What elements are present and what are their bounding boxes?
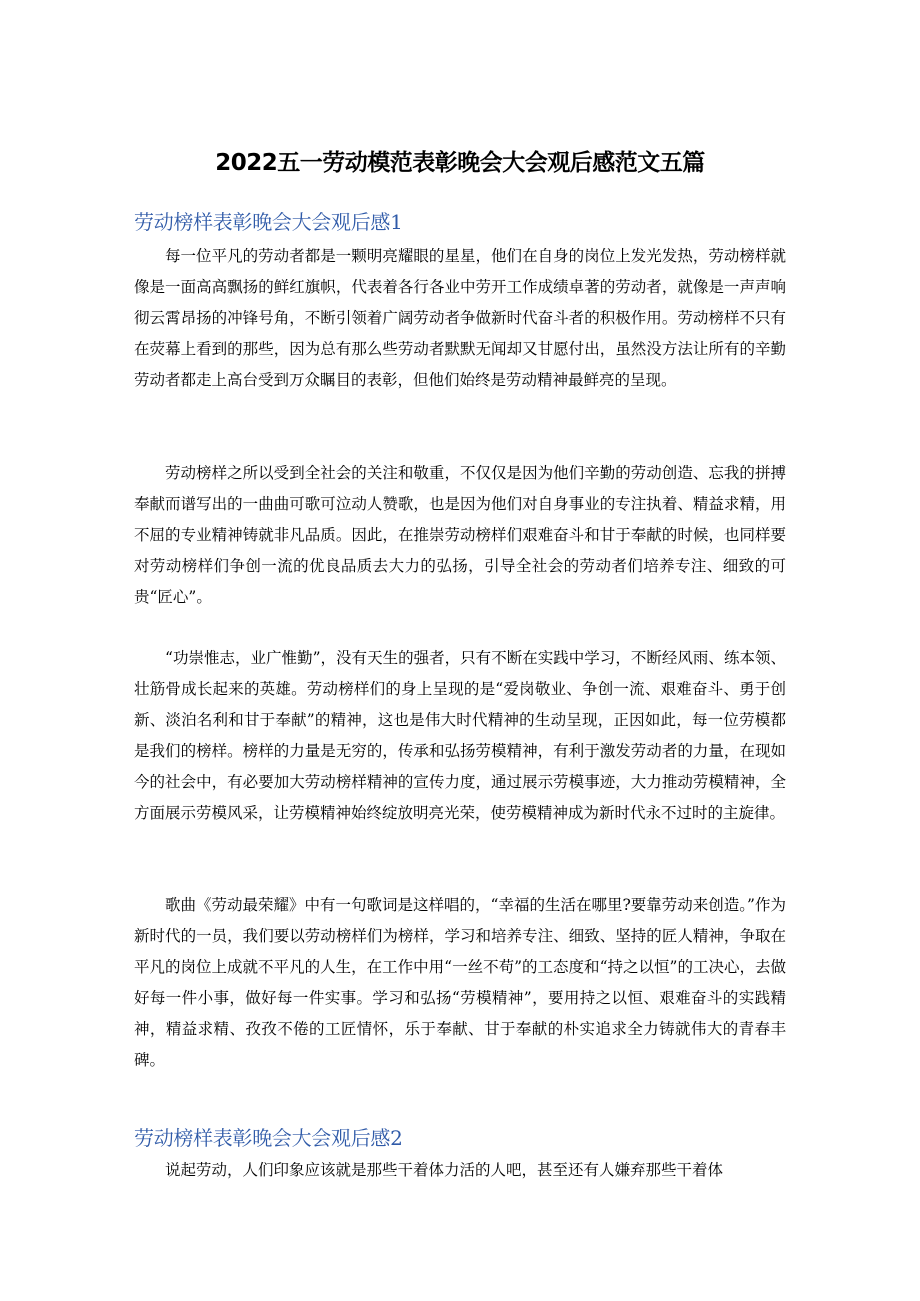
- section-heading-1: 劳动榜样表彰晚会大会观后感1: [134, 210, 403, 234]
- document-title: 2022五一劳动模范表彰晚会大会观后感范文五篇: [215, 150, 705, 176]
- paragraph: “功崇惟志，业广惟勤”，没有天生的强者，只有不断在实践中学习，不断经风雨、练本领、壮筋骨成长起来的英雄。劳动榜样们的身上呈现的是“爱岗敬业、争创一流、艰难奋斗、勇于创新、淡泊名利和甘于奉献”的精神，这也是伟大时代精神的生动呈现，正因如此，每一位劳模都是我们的榜样。榜样的力量是无穷的，传承和弘扬劳模精神，有利于激发劳动者的力量，在现如今的社会中，有必要加大劳动榜样精神的宣传力度，通过展示劳模事迹，大力推动劳模精神，全方面展示劳模风采，让劳模精神始终绽放明亮光荣，使劳模精神成为新时代永不过时的主旋律。: [134, 649, 786, 822]
- paragraph: 说起劳动，人们印象应该就是那些干着体力活的人吧，甚至还有人嫌弃那些干着体: [165, 1161, 724, 1179]
- paragraph: 歌曲《劳动最荣耀》中有一句歌词是这样唱的，“幸福的生活在哪里?要靠劳动来创造。”作为新时代的一员，我们要以劳动榜样们为榜样，学习和培养专注、细致、坚持的匠人精神，争取在平凡的岗位上成就不平凡的人生，在工作中用“一丝不苟”的工态度和“持之以恒”的工决心，去做好每一件小事，做好每一件实事。学习和弘扬“劳模精神”，要用持之以恒、艰难奋斗的实践精神，精益求精、孜孜不倦的工匠情怀，乐于奉献、甘于奉献的朴实追求全力铸就伟大的青春丰碑。: [134, 896, 786, 1069]
- section-heading-2: 劳动榜样表彰晚会大会观后感2: [134, 1126, 403, 1150]
- paragraph: 劳动榜样之所以受到全社会的关注和敬重，不仅仅是因为他们辛勤的劳动创造、忘我的拼搏奉献而谱写出的一曲曲可歌可泣动人赞歌，也是因为他们对自身事业的专注执着、精益求精，用不屈的专业精神铸就非凡品质。因此，在推崇劳动榜样们艰难奋斗和甘于奉献的时候，也同样要对劳动榜样们争创一流的优良品质去大力的弘扬，引导全社会的劳动者们培养专注、细致的可贵“匠心”。: [134, 464, 786, 606]
- paragraph: 每一位平凡的劳动者都是一颗明亮耀眼的星星，他们在自身的岗位上发光发热，劳动榜样就像是一面高高飘扬的鲜红旗帜，代表着各行各业中劳开工作成绩卓著的劳动者，就像是一声声响彻云霄昂扬的冲锋号角，不断引领着广阔劳动者争做新时代奋斗者的积极作用。劳动榜样不只有在荧幕上看到的那些，因为总有那么些劳动者默默无闻却又甘愿付出，虽然没方法让所有的辛勤劳动者都走上高台受到万众瞩目的表彰，但他们始终是劳动精神最鲜亮的呈现。: [134, 247, 786, 389]
